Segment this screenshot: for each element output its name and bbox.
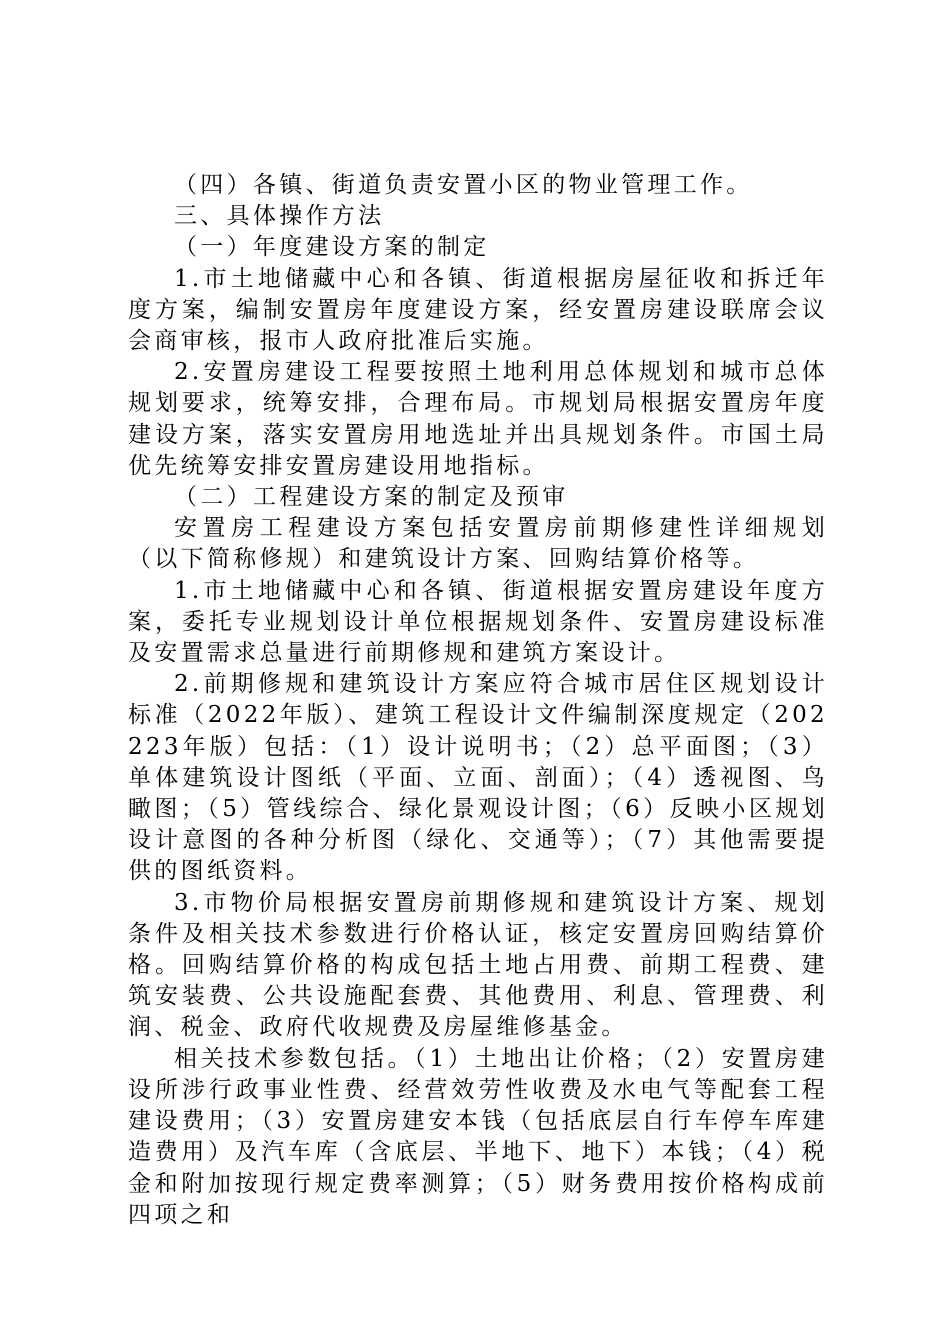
paragraph-annual-plan-1: 1.市土地储藏中心和各镇、街道根据房屋征收和拆迁年度方案，编制安置房年度建设方案，经安置房建设联席会议会商审核，报市人政府批准后实施。 xyxy=(128,265,828,355)
paragraph-annual-plan-2: 2.安置房建设工程要按照土地利用总体规划和城市总体规划要求，统筹安排，合理布局。市规划局根据安置房年度建设方案，落实安置房用地选址并出具规划条件。市国土局优先统筹安排安置房建设用地指标。 xyxy=(128,359,828,479)
subsection-heading-annual-plan: （一）年度建设方案的制定 xyxy=(174,234,490,261)
paragraph-engineering-plan-3: 3.市物价局根据安置房前期修规和建筑设计方案、规划条件及相关技术参数进行价格认证，核定安置房回购结算价格。回购结算价格的构成包括土地占用费、前期工程费、建筑安装费、公共设施配套费、其他费用、利息、管理费、利润、税金、政府代收规费及房屋维修基金。 xyxy=(128,889,828,1041)
paragraph-engineering-plan-intro: 安置房工程建设方案包括安置房前期修建性详细规划（以下简称修规）和建筑设计方案、回购结算价格等。 xyxy=(128,515,828,573)
paragraph-technical-parameters: 相关技术参数包括。（1）土地出让价格；（2）安置房建设所涉行政事业性费、经营效劳性收费及水电气等配套工程建设费用；（3）安置房建安本钱（包括底层自行车停车库建造费用）及汽车库（含底层、半地下、地下）本钱；（4）税金和附加按现行规定费率测算；（5）财务费用按价格构成前四项之和 xyxy=(128,1045,828,1228)
subsection-heading-engineering-plan: （二）工程建设方案的制定及预审 xyxy=(174,484,569,511)
paragraph-engineering-plan-2: 2.前期修规和建筑设计方案应符合城市居住区规划设计标准（2022年版）、建筑工程设计文件编制深度规定（202223年版）包括：（1）设计说明书；（2）总平面图；（3）单体建筑设计图纸（平面、立面、剖面）；（4）透视图、鸟瞰图；（5）管线综合、绿化景观设计图；（6）反映小区规划设计意图的各种分析图（绿化、交通等）；（7）其他需要提供的图纸资料。 xyxy=(128,671,828,885)
document-body xyxy=(128,170,828,1231)
paragraph-engineering-plan-1: 1.市土地储藏中心和各镇、街道根据安置房建设年度方案，委托专业规划设计单位根据规划条件、安置房建设标准及安置需求总量进行前期修规和建筑方案设计。 xyxy=(128,577,828,667)
section-heading-operation-methods: 三、具体操作方法 xyxy=(174,203,385,230)
paragraph-property-management: （四）各镇、街道负责安置小区的物业管理工作。 xyxy=(174,172,753,198)
